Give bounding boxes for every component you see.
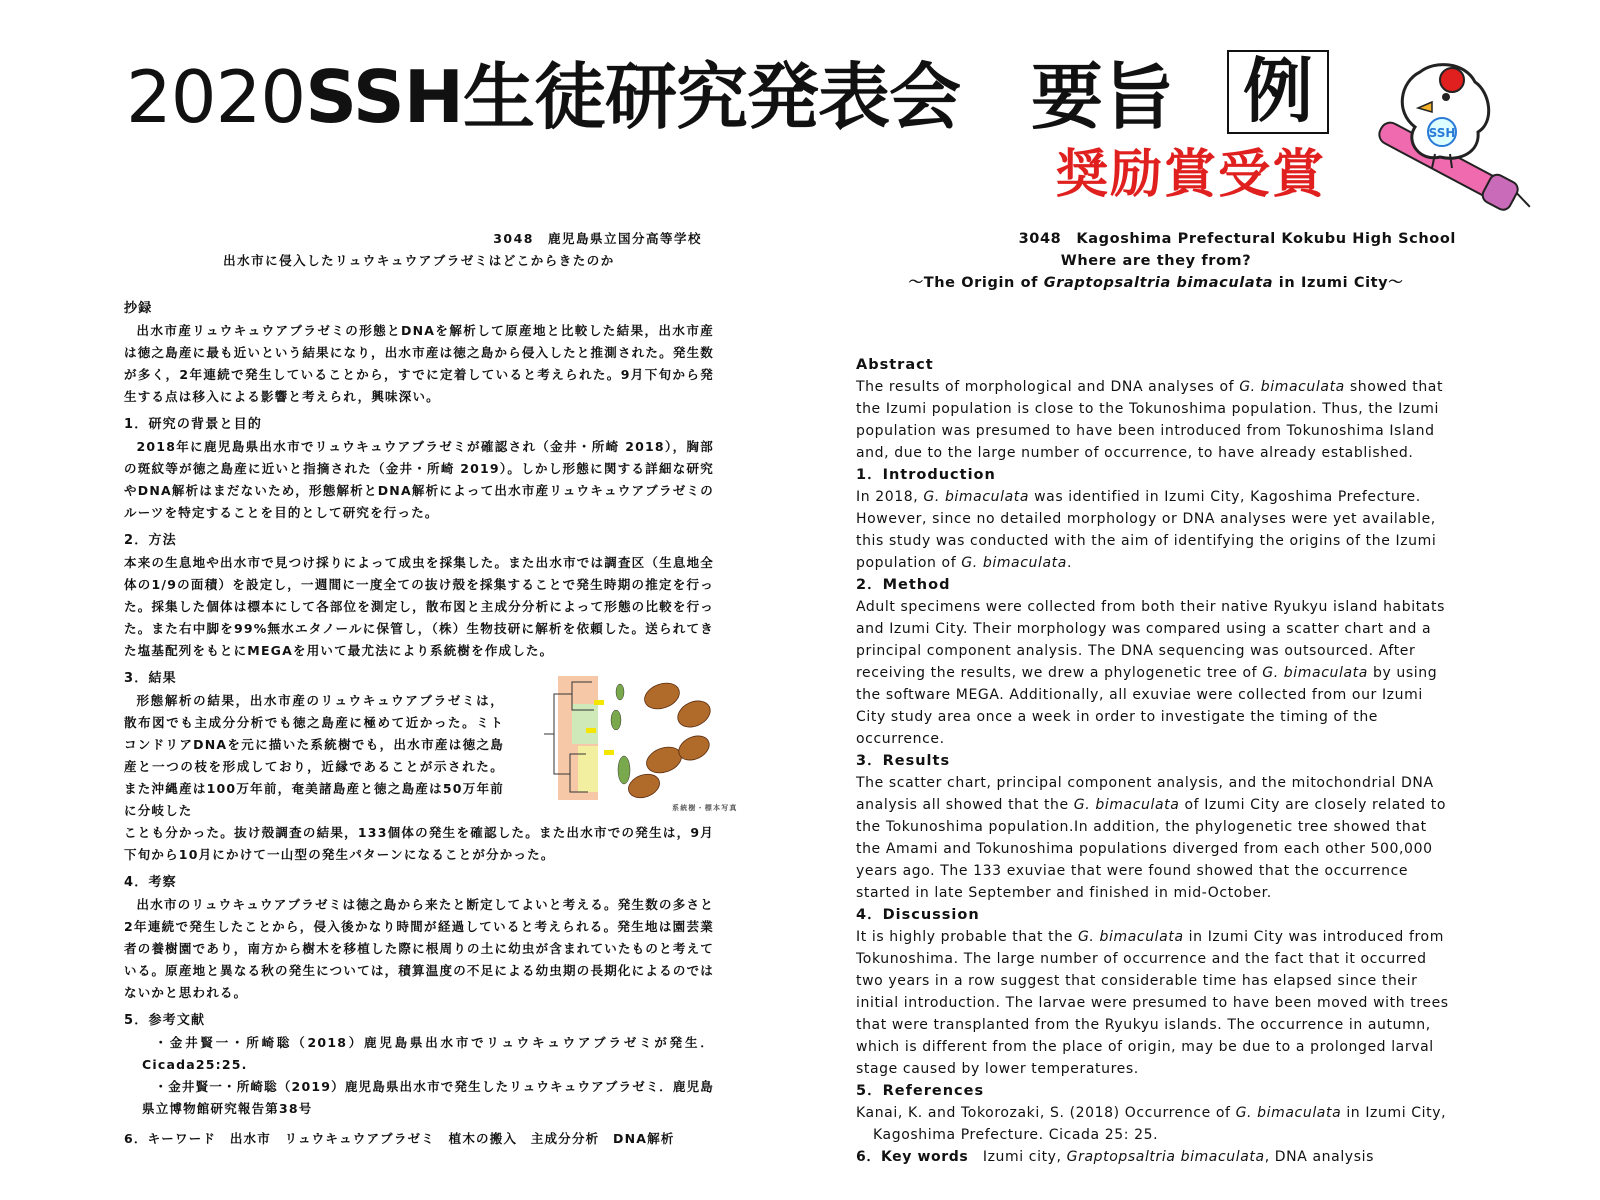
en-results-heading: 3．Results — [856, 753, 951, 769]
jp-section-5 — [124, 1010, 714, 1120]
title-year: 2020 — [126, 55, 306, 139]
jp-ref-2: ・金井賢一・所崎聡（2019）鹿児島県出水市で発生したリュウキュウアブラゼミ．鹿児島県立博物館研究報告第38号 — [142, 1079, 714, 1116]
en-discussion-heading: 4．Discussion — [856, 907, 980, 923]
en-title-1: Where are they from? — [1060, 253, 1252, 269]
en-abstract-section — [856, 354, 1456, 464]
fig-caption: 系統樹・標本写真 — [672, 804, 738, 812]
jp-s3-heading: 3．結果 — [124, 671, 177, 686]
jp-abstract-heading: 抄録 — [124, 301, 153, 316]
en-discussion-section — [856, 904, 1456, 1080]
en-intro-text: In 2018, G. bimaculata was identified in Izumi City, Kagoshima Prefecture. However, since no detailed morphology or DNA analyses were yet available, this study was conducted with the aim of identifying the origins of the Izumi population of G. bimaculata. — [856, 489, 1437, 571]
jp-s2-heading: 2．方法 — [124, 533, 177, 548]
en-keywords-heading: 6．Key words — [856, 1149, 969, 1165]
jp-section-2 — [124, 530, 714, 662]
jp-keywords — [124, 1128, 714, 1150]
en-method-text: Adult specimens were collected from both their native Ryukyu island habitats and Izumi City. Their morphology was compared using a scatter chart and a principal component analysis. The DNA sequencing was outsourced. After receiving the results, we drew a phylogenetic tree of G. bimaculata by using the software MEGA. Additionally, all exuviae were collected from our Izumi City study area once a week in order to investigate the timing of the occurrence. — [856, 599, 1445, 747]
en-results-text: The scatter chart, principal component analysis, and the mitochondrial DNA analysis all showed that the G. bimaculata of Izumi City are closely related to the Tokunoshima population.In addition, the phylogenetic tree showed that the Amami and Tokunoshima populations diverged from each other 500,000 years ago. The 133 exuviae that were found showed that the occurrence started in late September and finished in mid-October. — [856, 775, 1447, 901]
phylogeny-figure — [542, 674, 738, 814]
en-abstract-text: The results of morphological and DNA analyses of G. bimaculata showed that the Izumi population is close to the Tokunoshima population. Thus, the Izumi population was presumed to have been introduced from Tokunoshima Island and, due to the large number of occurrence, to have already established. — [856, 379, 1444, 461]
jp-s1-heading: 1．研究の背景と目的 — [124, 417, 263, 432]
en-intro-heading: 1．Introduction — [856, 467, 996, 483]
jp-section-3 — [124, 668, 738, 866]
ssh-mascot-icon — [1380, 52, 1530, 222]
en-method-section — [856, 574, 1456, 750]
jp-abstract-text: 出水市産リュウキュウアブラゼミの形態とDNAを解析して原産地と比較した結果，出水市産は徳之島産に最も近いという結果になり，出水市産は徳之島から侵入したと推測された。発生数が多く，2年連続で発生していることから，すでに定着していると考えられた。9月下旬から発生する点は移入による影響と考えられ，興味深い。 — [124, 323, 714, 404]
jp-s2-text: 本来の生息地や出水市で見つけ採りによって成虫を採集した。また出水市では調査区（生息地全体の1/9の面積）を設定し，一週間に一度全ての抜け殻を採集することで発生時期の推定を行った。採集した個体は標本にして各部位を測定し，散布図と主成分分析によって形態の比較を行った。また右中脚を99%無水エタノールに保管し，（株）生物技研に解析を依頼した。送られてきた塩基配列をもとにMEGAを用いて最尤法により系統樹を作成した。 — [124, 555, 714, 658]
jp-school: 3048 鹿児島県立国分高等学校 — [493, 231, 702, 246]
en-reference-text: Kanai, K. and Tokorozaki, S. (2018) Occurrence of G. bimaculata in Izumi City, Kagoshima Prefecture. Cicada 25: 25. — [856, 1105, 1447, 1143]
jp-section-4 — [124, 872, 714, 1004]
jp-s4-text: 出水市のリュウキュウアブラゼミは徳之島から来たと断定してよいと考える。発生数の多さと2年連続で発生したことから，侵入後かなり時間が経過していると考えられる。発生地は園芸業者の養樹園であり，南方から樹木を移植した際に根周りの土に幼虫が含まれていたものと考えている。原産地と異なる秋の発生については，積算温度の不足による幼虫期の長期化によるのではないかと思われる。 — [124, 897, 714, 1000]
en-abstract-heading: Abstract — [856, 357, 934, 373]
award-label: 奨励賞受賞 — [1056, 145, 1327, 205]
jp-keywords-text: 出水市 リュウキュウアブラゼミ 植木の搬入 主成分分析 DNA解析 — [229, 1131, 675, 1146]
en-keywords: 6．Key words Izumi city, Graptopsaltria bimaculata, DNA analysis — [856, 1149, 1374, 1165]
english-abstract — [856, 228, 1456, 1168]
jp-ref-1: ・金井賢一・所崎聡（2018）鹿児島県出水市でリュウキュウアブラゼミが発生．Cicada25:25. — [142, 1035, 714, 1072]
en-method-heading: 2．Method — [856, 577, 951, 593]
example-box: 例 — [1227, 50, 1329, 134]
title-main: SSH生徒研究発表会 要旨 — [305, 55, 1173, 139]
en-intro-section — [856, 464, 1456, 574]
japanese-abstract — [124, 228, 738, 1150]
mascot-ssh-text: SSH — [1428, 126, 1456, 140]
page-title — [126, 52, 1173, 142]
jp-abstract-section — [124, 298, 714, 408]
jp-s6-heading: 6．キーワード — [124, 1131, 217, 1146]
jp-s1-text: 2018年に鹿児島県出水市でリュウキュウアブラゼミが確認され（金井・所崎 2018），胸部の斑紋等が徳之島産に近いと指摘された（金井・所崎 2019）。しかし形態に関する詳細な研究やDNA解析はまだないため，形態解析とDNA解析によって出水市産リュウキュウアブラゼミのルーツを特定することを目的として研究を行った。 — [124, 439, 714, 520]
en-discussion-text: It is highly probable that the G. bimaculata in Izumi City was introduced from Tokunoshima. The large number of occurrence and the fact that it occurred two years in a row suggest that considerable time has elapsed since their initial introduction. The larvae were presumed to have been moved with trees that were transplanted from the Ryukyu islands. The occurrence in autumn, which is different from the place of origin, may be due to a prolonged larval stage caused by lower temperatures. — [856, 929, 1449, 1077]
jp-s5-heading: 5．参考文献 — [124, 1013, 206, 1028]
en-title-2: ～The Origin of Graptopsaltria bimaculata in Izumi City～ — [908, 275, 1404, 291]
en-references-section — [856, 1080, 1456, 1146]
en-references-heading: 5．References — [856, 1083, 985, 1099]
en-results-section — [856, 750, 1456, 904]
jp-s4-heading: 4．考察 — [124, 875, 177, 890]
jp-s3-text-b: ことも分かった。抜け殻調査の結果，133個体の発生を確認した。また出水市での発生は，9月下旬から10月にかけて一山型の発生パターンになることが分かった。 — [124, 825, 714, 862]
jp-section-1 — [124, 414, 714, 524]
jp-title: 出水市に侵入したリュウキュウアブラゼミはどこからきたのか — [223, 253, 615, 268]
en-school: 3048 Kagoshima Prefectural Kokubu High School — [1018, 231, 1456, 247]
jp-s3-text-a: 形態解析の結果，出水市産のリュウキュウアブラゼミは，散布図でも主成分分析でも徳之島産に極めて近かった。ミトコンドリアDNAを元に描いた系統樹でも，出水市産は徳之島産と一つの枝を形成しており，近縁であることが示された。また沖縄産は100万年前，奄美諸島産と徳之島産は50万年前に分岐した — [124, 693, 504, 818]
en-header — [856, 228, 1456, 294]
